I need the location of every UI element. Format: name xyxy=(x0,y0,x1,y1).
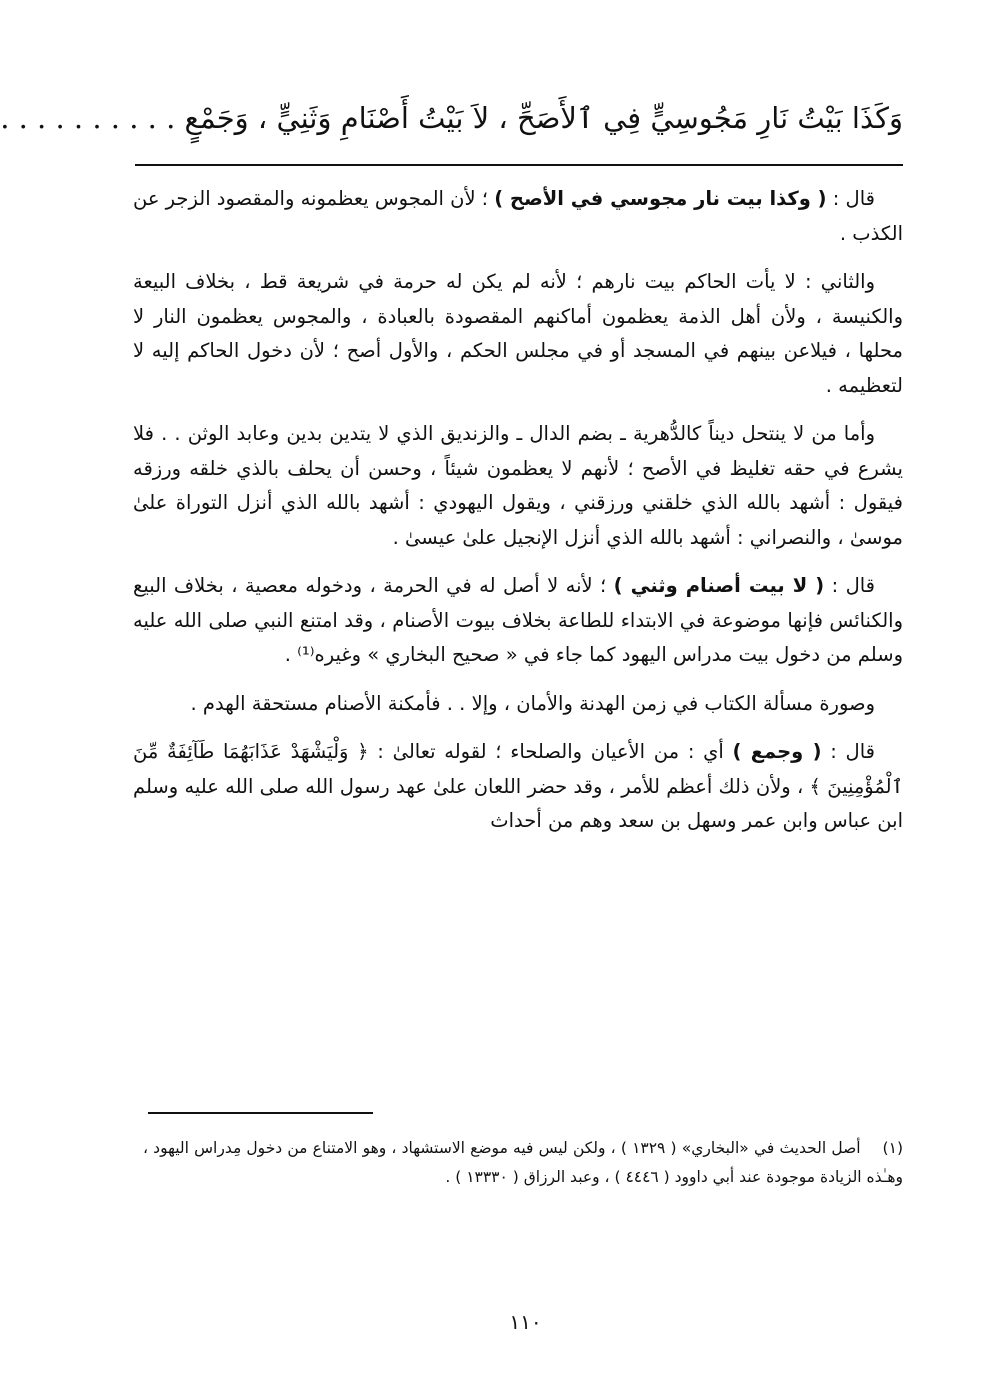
paragraph xyxy=(133,265,903,403)
paragraph xyxy=(133,569,903,673)
paragraph xyxy=(133,182,903,251)
paragraph-text: والثاني : لا يأت الحاكم بيت نارهم ؛ لأنه لم يكن له حرمة في شريعة قط ، بخلاف البيعة والكنيسة ، ولأن أهل الذمة يعظمون أماكنهم المقصودة بالعبادة ، والمجوس يعظمون النار لا محلها ، فيلاعن بينهم في المسجد أو في مجلس الحكم ، والأول أصح ؛ لأن دخول الحاكم إليه لا لتعظيمه . xyxy=(133,270,903,397)
paragraph xyxy=(133,687,903,722)
header-divider xyxy=(135,164,903,166)
commentary-body xyxy=(133,182,903,853)
quoted-matn: ( لا بيت أصنام وثني ) xyxy=(613,574,825,597)
footnote-number: (١) xyxy=(882,1139,903,1157)
quoted-matn: ( وكذا بيت نار مجوسي في الأصح ) xyxy=(494,187,827,210)
paragraph-text: أي : من الأعيان والصلحاء ؛ لقوله تعالىٰ : ﴿ وَلْيَشْهَدْ عَذَابَهُمَا طَآئِفَةٌ مِّنَ ٱلْمُؤْمِنِينَ ﴾ ، ولأن ذلك أعظم للأمر ، وقد حضر اللعان علىٰ عهد رسول الله صلى الله عليه وسلم ابن عباس وابن عمر وسهل بن سعد وهم من أحداث xyxy=(133,740,903,832)
footnote xyxy=(143,1134,903,1192)
quoted-matn: ( وجمع ) xyxy=(732,740,822,763)
paragraph-text: ؛ لأن المجوس يعظمونه والمقصود الزجر عن الكذب . xyxy=(133,187,903,245)
paragraph-text: ؛ لأنه لا أصل له في الحرمة ، ودخوله معصية ، بخلاف البيع والكنائس فإنها موضوعة في الابتداء للطاعة بخلاف بيوت الأصنام ، وقد امتنع النبي صلى الله عليه وسلم من دخول بيت مدراس اليهود كما جاء في « صحيح البخاري » وغيره⁽¹⁾ . xyxy=(133,574,903,666)
paragraph-prefix: قال : xyxy=(824,574,876,597)
footnote-divider xyxy=(148,1112,373,1114)
paragraph xyxy=(133,417,903,555)
paragraph-prefix: قال : xyxy=(826,187,875,210)
paragraph-prefix: قال : xyxy=(821,740,875,763)
footnote-text: أصل الحديث في «البخاري» ( ١٣٢٩ ) ، ولكن ليس فيه موضع الاستشهاد ، وهو الامتناع من دخول مِدراس اليهود ، وهـٰذه الزيادة موجودة عند أبي داوود ( ٤٤٤٦ ) ، وعبد الرزاق ( ١٣٣٣٠ ) . xyxy=(143,1139,903,1186)
paragraph xyxy=(133,735,903,839)
paragraph-text: وصورة مسألة الكتاب في زمن الهدنة والأمان ، وإلا . . فأمكنة الأصنام مستحقة الهدم . xyxy=(190,691,875,715)
page-number: ١١٠ xyxy=(509,1310,542,1334)
matn-line: وَكَذَا بَيْتُ نَارِ مَجُوسِيٍّ فِي ٱلأَصَحِّ ، لاَ بَيْتُ أَصْنَامِ وَثَنِيٍّ ، وَجَمْعٍ . . . . . . . . . . xyxy=(0,101,903,135)
paragraph-text: وأما من لا ينتحل ديناً كالدُّهرية ـ بضم الدال ـ والزنديق الذي لا يتدين بدين وعابد الوثن . . فلا يشرع في حقه تغليظ في الأصح ؛ لأنهم لا يعظمون شيئاً ، وحسن أن يحلف بالذي خلقه ورزقه فيقول : أشهد بالله الذي خلقني ورزقني ، ويقول اليهودي : أشهد بالله الذي أنزل التوراة علىٰ موسىٰ ، والنصراني : أشهد بالله الذي أنزل الإنجيل علىٰ عيسىٰ . xyxy=(133,422,903,549)
